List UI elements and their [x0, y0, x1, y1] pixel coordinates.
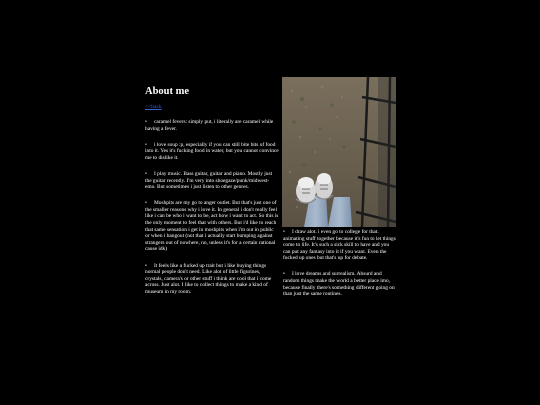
left-column [145, 119, 279, 305]
item-text: i love soup :p, especially if you can still bite bits of food into it. Yes it's fucking food in water, but you cannot convince me to dislike it. [145, 141, 279, 161]
item-text: It feels like a fucked up trait but i like buying things normal people don't need. Like alot of little figurines, crystals, camera's or other stuff i think are cool that i come across. Just alot. I like to collect things to make a kind of museum in my room. [145, 262, 272, 295]
bullet: • [283, 271, 285, 278]
back-link[interactable]: <<back [145, 104, 162, 110]
list-item [145, 200, 279, 253]
page-title: About me [145, 86, 190, 97]
item-text: Moshpits are my go to anger outlet. But that's just one of the smaller reasons why i love it. In general i don't really feel like i can be who i want to be, act how i want to act. So this is the only moment to feel that with others. But i'd like to reach that same sensation i get in moshpits when i'm out in public or when i hangout (not that i actually start bumping against strangers out of nowhere, no, unless it's for a certain rational cause idk) [145, 200, 279, 253]
bullet: • [283, 229, 285, 235]
list-item [145, 263, 279, 296]
bullet: • [145, 141, 147, 148]
item-text: I love dreams and surrealism. Absurd and random things make the world a better place imo, because finally there's something different going on than just the same routines. [283, 271, 395, 298]
item-text: caramel fevers: simply put, i literally are caramel while having a fever. [145, 119, 274, 132]
item-text: I play music. Bass guitar, guitar and piano. Mostly just the guitar recently. I'm very into shoegaze/punk/midwest-emo. But sometimes i just listen to other genres. [145, 170, 273, 191]
bullet: • [145, 200, 147, 207]
right-column [283, 229, 396, 307]
photo-feet-image [282, 77, 396, 227]
list-item [283, 229, 396, 262]
list-item [145, 142, 279, 162]
list-item [145, 119, 279, 132]
bullet: • [145, 262, 147, 269]
bullet: • [145, 119, 147, 125]
list-item [283, 271, 396, 297]
item-text: I draw alot. i even go to college for that. animating stuff together because it's fun to let things come to life. It's such a sick skill to have and you can put any fantasy into it if you want. Even the fucked up ones but that's up for debate. [283, 229, 396, 262]
bullet: • [145, 170, 147, 177]
list-item [145, 171, 279, 191]
